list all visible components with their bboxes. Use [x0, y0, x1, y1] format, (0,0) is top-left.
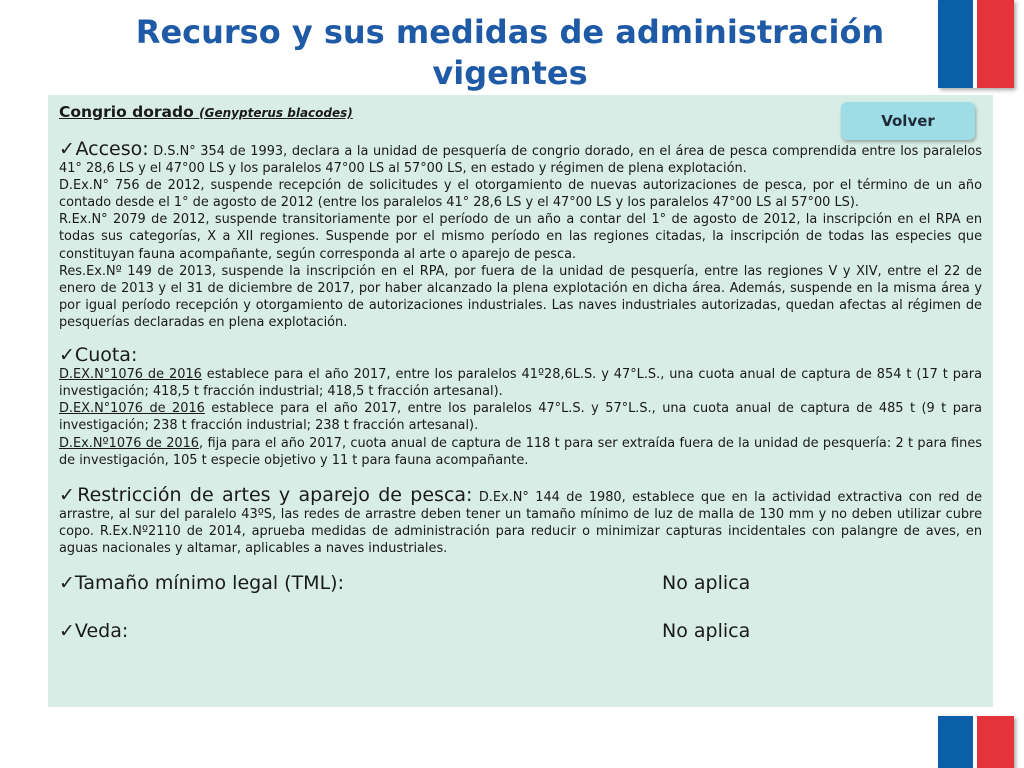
tml-value: No aplica	[662, 572, 751, 595]
cuota-heading-line	[59, 344, 982, 367]
veda-value: No aplica	[662, 620, 751, 643]
tml-label-text: Tamaño mínimo legal (TML):	[74, 572, 344, 595]
restriccion-paragraph	[59, 483, 983, 557]
tml-row	[59, 571, 982, 595]
check-icon: ✓	[59, 483, 78, 506]
cuota-item-text: establece para el año 2017, entre los paralelos 41º28,6L.S. y 47°L.S., una cuota anual de captura de 854 t (17 t para investigación; 418,5 t fracción industrial; 418,5 t fracción artesanal).	[59, 367, 982, 400]
acceso-lead-text: D.S.N° 354 de 1993, declara a la unidad de pesquería de congrio dorado, en el área de pesca comprendida entre los paralelos 41° 28,6 LS y el 47°00 LS y los paralelos 47°00 LS al 57°00 LS, en estado y régimen de plena explotación.	[59, 144, 982, 177]
section-restriccion	[59, 483, 983, 557]
page-title: Recurso y sus medidas de administración vigentes	[135, 13, 885, 92]
check-icon: ✓	[59, 572, 75, 595]
cuota-item-text: establece para el año 2017, entre los paralelos 47°L.S. y 57°L.S., una cuota anual de captura de 485 t (9 t para investigación; 238 t fracción industrial; 238 t fracción artesanal).	[59, 401, 982, 434]
tml-label	[59, 571, 662, 595]
section-acceso	[59, 138, 982, 331]
cuota-item	[59, 435, 982, 469]
check-icon: ✓	[59, 344, 75, 367]
flag-red-stripe	[977, 0, 1014, 88]
acceso-paragraph: R.Ex.N° 2079 de 2012, suspende transitoriamente por el período de un año a contar del 1° de agosto de 2012, la inscripción en el RPA en todas sus categorías, X a XII regiones. Suspende por el mismo período en las regiones citadas, la inscripción de todas las especies que constituyan fauna acompañante, según corresponda al arte o aparejo de pesca.	[59, 212, 982, 262]
species-scientific-name: (Genypterus blacodes)	[199, 106, 353, 120]
acceso-paragraph: Res.Ex.Nº 149 de 2013, suspende la inscripción en el RPA, por fuera de la unidad de pesquería, entre las regiones V y XIV, entre el 22 de enero de 2013 y el 31 de diciembre de 2017, por haber alcanzado la plena explotación en dicha área. Además, suspende en la misma área y por igual período recepción y otorgamiento de autorizaciones industriales. Las naves industriales autorizadas, quedan afectas al régimen de pesquerías declaradas en plena explotación.	[59, 263, 982, 330]
restriccion-text: D.Ex.N° 144 de 1980, establece que en la actividad extractiva con red de arrastre, al sur del paralelo 43ºS, las redes de arrastre deben tener un tamaño mínimo de luz de malla de 130 mm y no deben utilizar cubre copo. R.Ex.Nº2110 de 2014, aprueba medidas de administración para reducir o minimizar capturas incidentales con palangre de aves, en aguas nacionales y altamar, aplicables a naves industriales.	[59, 489, 983, 556]
acceso-paragraph: D.Ex.N° 756 de 2012, suspende recepción de solicitudes y el otorgamiento de nuevas autorizaciones de pesca, por el término de un año contado desde el 1° de agosto de 2012 (entre los paralelos 41° 28,6 LS y el 47°00 LS y los paralelos 47°00 LS al 57°00 LS).	[59, 178, 982, 211]
flag-blue-stripe	[938, 716, 973, 768]
veda-row	[59, 619, 982, 643]
content-panel	[48, 95, 993, 707]
cuota-item	[59, 366, 982, 400]
species-common-name: Congrio dorado	[59, 103, 194, 121]
cuota-heading: Cuota:	[74, 344, 138, 367]
flag-logo-bottom	[938, 716, 1014, 768]
acceso-heading: Acceso:	[75, 138, 149, 160]
cuota-item	[59, 400, 982, 434]
acceso-lead	[59, 138, 982, 177]
decree-link[interactable]: D.EX.N°1076 de 2016	[59, 401, 205, 417]
back-button[interactable]: Volver	[841, 102, 975, 140]
decree-link[interactable]: D.EX.N°1076 de 2016	[59, 367, 202, 383]
veda-label	[59, 619, 662, 643]
section-cuota	[59, 344, 982, 469]
veda-label-text: Veda:	[74, 620, 129, 643]
check-icon: ✓	[59, 138, 76, 160]
cuota-item-text: , fija para el año 2017, cuota anual de captura de 118 t para ser extraída fuera de la unidad de pesquería: 2 t para fines de investigación, 105 t especie objetivo y 11 t para fauna acompañante.	[59, 435, 982, 468]
restriccion-heading: Restricción de artes y aparejo de pesca:	[77, 483, 473, 506]
decree-link[interactable]: D.Ex.Nº1076 de 2016	[59, 435, 200, 451]
flag-red-stripe	[977, 716, 1014, 768]
check-icon: ✓	[59, 620, 75, 643]
